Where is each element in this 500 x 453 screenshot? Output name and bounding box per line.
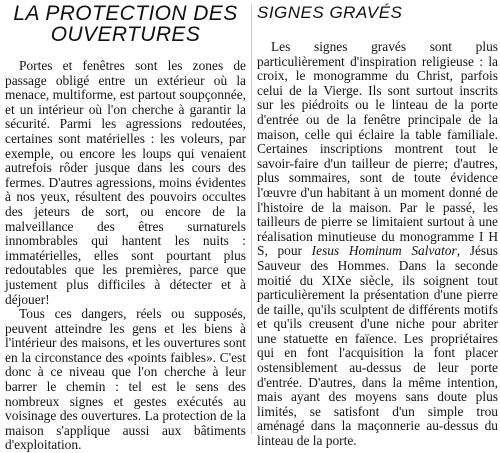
- column-divider: [251, 4, 252, 434]
- section-title-signes-graves: SIGNES GRAVÉS: [257, 3, 403, 22]
- paragraph-text-start: Les signes gravés sont plus particulièrement d'inspiration religieuse : la croix, le monogramme du Christ, parfois celui de la Vierge. Ils sont surtout inscrits sur les piédroits ou le linteau de la porte d'entrée ou de la fenêtre principale de la maison, celle qui éclaire la table familiale. Certaines inscriptions montrent tout le savoir-faire d'un tailleur de pierre; d'autres, plus sommaires, sont de toute évidence l'œuvre d'un habitant à un moment donné de l'histoire de la maison. Par le passé, les tailleurs de pierre se limitaient surtout à une réalisation minutieuse du monogramme I H S, pour: [257, 39, 498, 259]
- section-title-protection: LA PROTECTION DES OUVERTURES: [13, 2, 238, 46]
- latin-phrase: Iesus Hominum Salvator: [311, 243, 457, 259]
- body-paragraph-2: Tous ces dangers, réels ou supposés, peuvent atteindre les gens et les biens à l'intérieur des maisons, et les ouvertures sont en la circonstance des «points faibles». C'est donc à ce niveau que l'on cherche à leur barrer le chemin : tel est le sens des nombreux signes et gestes exécutés au voisinage des ouvertures. La protection de la maison s'applique aussi aux bâtiments d'exploitation.: [5, 306, 246, 453]
- body-paragraph-1: Portes et fenêtres sont les zones de passage obligé entre un extérieur où la menace, multiforme, est partout soupçonnée, et un intérieur où l'on cherche à garantir la sécurité. Parmi les agressions redoutées, certaines sont matérielles : les voleurs, par exemple, ou encore les loups qui venaient autrefois rôder jusque dans les cours des fermes. D'autres agressions, moins évidentes à nos yeux, résultent des pouvoirs occultes des jeteurs de sort, ou encore de la malveillance des êtres surnaturels innombrables qui hantent les nuits : immatérielles, elles sont pourtant plus redoutables que les premières, parce que justement plus difficiles à détecter et à déjouer!: [5, 58, 246, 307]
- body-paragraph-signes: [257, 40, 498, 449]
- right-column: [257, 0, 498, 449]
- paragraph-text-end: , Jésus Sauveur des Hommes. Dans la seconde moitié du XIXe siècle, ils soignent tout particulièrement la présentation d'une pierre de taille, qu'ils sculptent de différents motifs et qu'ils creusent d'une niche pour abriter une statuette en faïence. Les propriétaires qui en font l'acquisition la font placer ostensiblement au-dessus de leur porte d'entrée. D'autres, dans la même intention, mais ayant des moyens sans doute plus limités, se satisfont d'un simple trou aménagé dans la maçonnerie au-dessus du linteau de la porte.: [257, 243, 498, 449]
- left-column: [5, 0, 246, 453]
